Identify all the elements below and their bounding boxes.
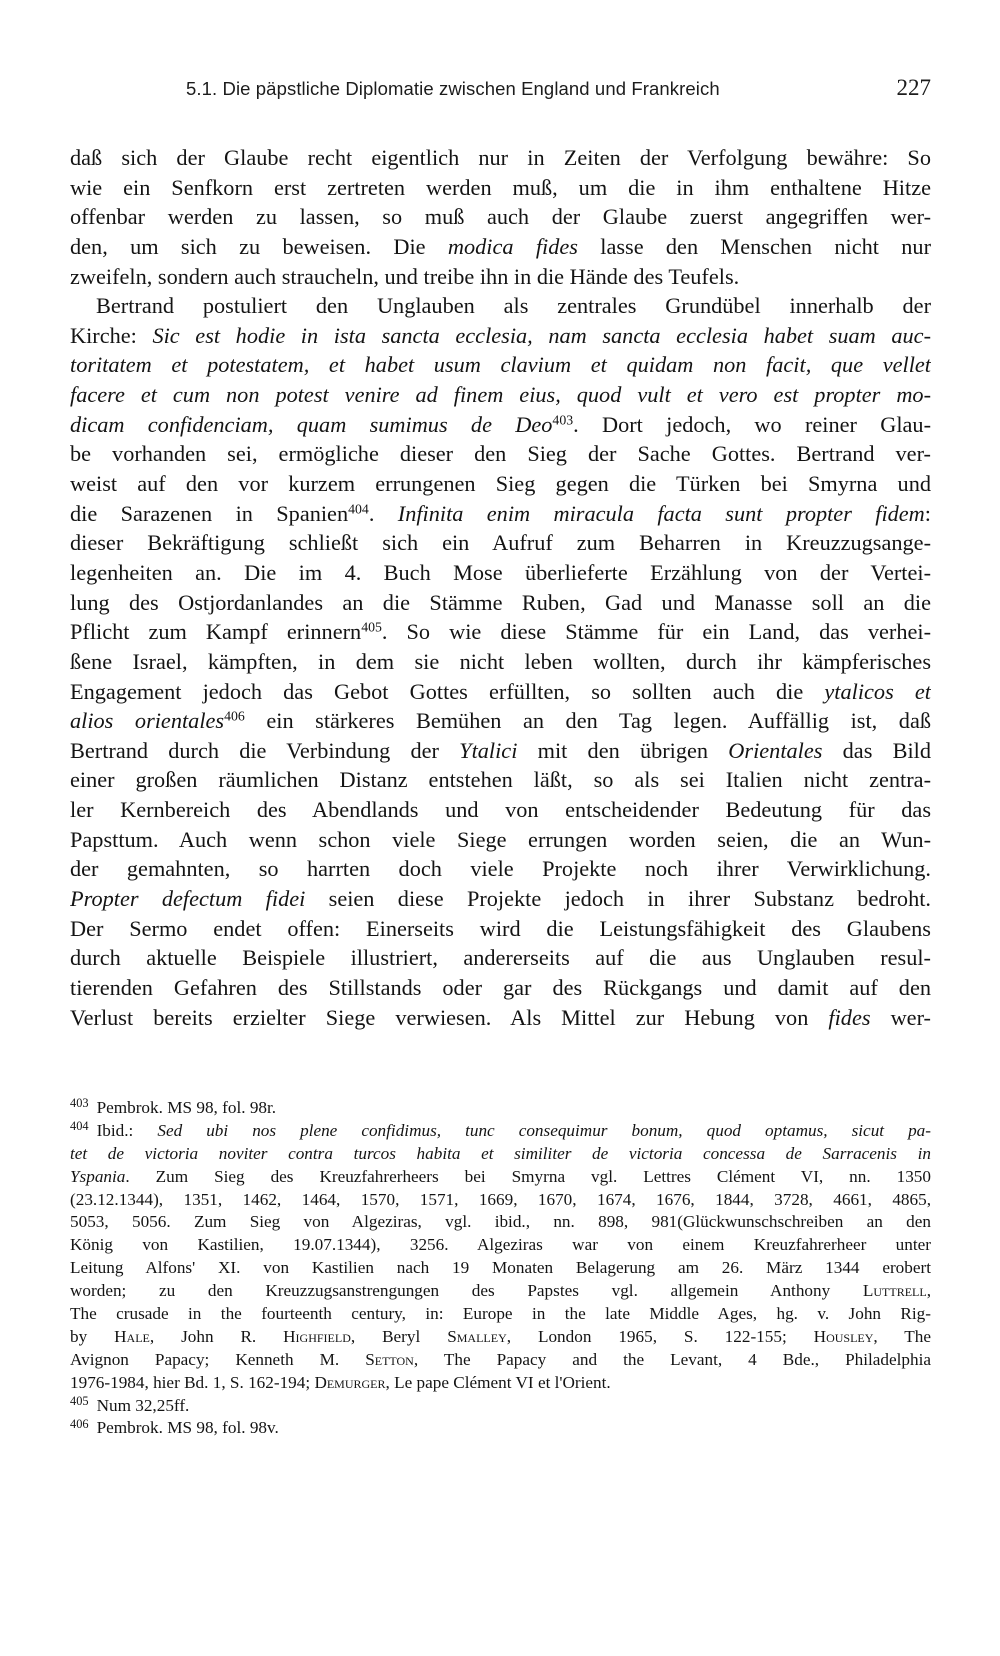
text-run: ein stärkeres Bemühen an den Tag legen. Auffällig ist, daß	[244, 708, 931, 734]
page-number: 227	[896, 75, 931, 100]
main-text	[70, 143, 931, 1032]
text-line	[70, 884, 931, 914]
text-run: legenheiten an. Die im 4. Buch Mose überlieferte Erzählung von der Vertei-	[70, 559, 931, 585]
text-line	[70, 558, 931, 588]
footnote-line	[70, 1372, 931, 1395]
text-run: be vorhanden sei, ermögliche dieser den Sieg der Sache Gottes. Bertrand ver-	[70, 441, 931, 467]
text-line	[70, 854, 931, 884]
text-line	[70, 143, 931, 173]
text-run: Leitung Alfons' XI. von Kastilien nach 19 Monaten Belagerung am 26. März 1344 erobert	[70, 1258, 931, 1278]
text-run: Ibid.:	[96, 1120, 158, 1140]
text-run: durch aktuelle Beispiele illustriert, andererseits auf die aus Unglauben resul-	[70, 945, 931, 971]
text-run: , The	[873, 1326, 931, 1346]
chapter-title: 5.1. Die päpstliche Diplomatie zwischen England und Frankreich	[186, 78, 720, 99]
footnote-406	[70, 1417, 931, 1440]
text-run: . Zum Sieg des Kreuzfahrerheers bei Smyrna vgl. Lettres Clément VI, nn. 1350	[125, 1166, 931, 1186]
text-run: Pembrok. MS 98, fol. 98r.	[96, 1098, 277, 1117]
text-line	[70, 706, 931, 736]
text-run: 5053, 5056. Zum Sieg von Algeziras, vgl. ibid., nn. 898, 981(Glückwunschschreiben an den	[70, 1212, 931, 1232]
text-run: Hale	[114, 1326, 150, 1346]
footnote-line	[70, 1257, 931, 1280]
text-run: den, um sich zu beweisen. Die	[70, 233, 448, 259]
text-run: , Beryl	[350, 1326, 448, 1346]
text-run: Verlust bereits erzielter Siege verwiesen. Als Mittel zur Hebung von	[70, 1004, 829, 1030]
footnotes	[70, 1097, 931, 1440]
text-line	[70, 380, 931, 410]
footnote-line	[70, 1349, 931, 1372]
text-line	[70, 1003, 931, 1033]
text-run: (23.12.1344), 1351, 1462, 1464, 1570, 1571, 1669, 1670, 1674, 1676, 1844, 3728, 4661, 4865,	[70, 1189, 931, 1209]
text-run: Der Sermo endet offen: Einerseits wird die Leistungsfähigkeit des Glaubens	[70, 915, 931, 941]
text-line	[70, 677, 931, 707]
text-run: weist auf den vor kurzem errungenen Sieg gegen die Türken bei Smyrna und	[70, 471, 931, 497]
text-line	[70, 617, 931, 647]
text-run: . So wie diese Stämme für ein Land, das verhei-	[381, 619, 931, 645]
text-line	[70, 973, 931, 1003]
text-run: Sed ubi nos plene confidimus, tunc consequimur bonum, quod optamus, sicut pa-	[157, 1120, 931, 1140]
text-run: fides	[828, 1004, 871, 1030]
text-run: Pembrok. MS 98, fol. 98v.	[96, 1418, 279, 1438]
text-line	[70, 262, 931, 292]
text-run: Engagement jedoch das Gebot Gottes erfüllten, so sollten auch die	[70, 678, 825, 704]
text-run: dieser Bekräftigung schließt sich ein Aufruf zum Beharren in Kreuzzugsange-	[70, 530, 931, 556]
footnote-line	[70, 1280, 931, 1303]
text-run: Yspania	[70, 1166, 126, 1186]
text-run: :	[924, 500, 931, 526]
text-run: mit den übrigen	[517, 737, 729, 763]
text-run: Avignon Papacy; Kenneth M.	[70, 1349, 366, 1369]
text-run: lasse den Menschen nicht nur	[577, 233, 931, 259]
text-run: Orientales	[728, 737, 823, 763]
text-run: Infinita enim miracula facta sunt propter fidem	[397, 500, 925, 526]
text-line	[70, 350, 931, 380]
text-line	[70, 647, 931, 677]
text-line	[70, 736, 931, 766]
text-run: der gemahnten, so harrten doch viele Projekte noch ihrer Verwirklichung.	[70, 856, 931, 882]
text-run: , John R.	[149, 1326, 284, 1346]
text-run: , London 1965, S. 122-155;	[506, 1326, 814, 1346]
running-head	[186, 75, 931, 108]
text-run: offenbar werden zu lassen, so muß auch der Glaube zuerst angegriffen wer-	[70, 204, 931, 230]
text-run: Smalley	[447, 1326, 507, 1346]
text-line	[70, 291, 931, 321]
footnote-line	[70, 1143, 931, 1166]
text-line	[70, 321, 931, 351]
text-line	[70, 173, 931, 203]
text-line	[70, 914, 931, 944]
text-run: Propter defectum fidei	[70, 886, 306, 912]
text-run: lung des Ostjordanlandes an die Stämme Ruben, Gad und Manasse soll an die	[70, 589, 931, 615]
footnote-number: 405	[70, 1394, 89, 1409]
text-line	[70, 588, 931, 618]
footnote-403	[70, 1097, 931, 1120]
footnote-ref-405[interactable]: 405	[361, 619, 382, 635]
text-run: Setton	[365, 1349, 414, 1369]
text-line	[70, 528, 931, 558]
footnote-404	[70, 1120, 931, 1143]
text-line	[70, 943, 931, 973]
text-run: seien diese Projekte jedoch in ihrer Substanz bedroht.	[305, 886, 931, 912]
text-line	[70, 439, 931, 469]
text-line	[70, 795, 931, 825]
text-line	[70, 410, 931, 440]
text-run: tet de victoria noviter contra turcos habita et similiter de victoria concessa de Sarracenis in	[70, 1143, 931, 1163]
footnote-ref-404[interactable]: 404	[348, 501, 369, 517]
footnote-405	[70, 1395, 931, 1418]
text-run: The crusade in the fourteenth century, in: Europe in the late Middle Ages, hg. v. John Rig-	[70, 1304, 931, 1324]
text-run: Luttrell	[862, 1281, 927, 1301]
text-run: , The Papacy and the Levant, 4 Bde., Philadelphia	[413, 1349, 931, 1369]
footnote-number: 406	[70, 1417, 89, 1431]
text-line	[70, 469, 931, 499]
text-run: ßene Israel, kämpften, in dem sie nicht leben wollten, durch ihr kämpferisches	[70, 648, 931, 674]
text-run: das Bild	[822, 737, 931, 763]
text-line	[70, 499, 931, 529]
text-run: daß sich der Glaube recht eigentlich nur in Zeiten der Verfolgung bewähre: So	[70, 145, 931, 170]
footnote-ref-406[interactable]: 406	[224, 708, 245, 724]
footnote-line	[70, 1326, 931, 1349]
text-run: die Sarazenen in Spanien	[70, 500, 349, 526]
text-run: dicam confidenciam, quam sumimus de Deo	[70, 411, 553, 437]
text-run: einer großen räumlichen Distanz entstehen läßt, so als sei Italien nicht zentra-	[70, 767, 931, 793]
text-line	[70, 202, 931, 232]
text-run: worden; zu den Kreuzzugsanstrengungen des Papstes vgl. allgemein Anthony	[70, 1281, 863, 1301]
text-line	[70, 765, 931, 795]
footnote-line	[70, 1211, 931, 1234]
text-run: wer-	[870, 1004, 931, 1030]
text-run: wie ein Senfkorn erst zertreten werden muß, um die in ihm enthaltene Hitze	[70, 174, 931, 200]
text-run: , Le pape Clément VI et l'Orient.	[385, 1372, 611, 1392]
text-run: alios orientales	[70, 708, 225, 734]
text-run: Highfield	[283, 1326, 351, 1346]
text-run: Bertrand durch die Verbindung der	[70, 737, 460, 763]
text-run: tierenden Gefahren des Stillstands oder gar des Rückgangs und damit auf den	[70, 974, 931, 1000]
text-run: Pflicht zum Kampf erinnern	[70, 619, 362, 645]
text-run: modica fides	[447, 233, 578, 259]
text-run: Ytalici	[459, 737, 518, 763]
text-line	[70, 825, 931, 855]
text-run: zweifeln, sondern auch straucheln, und treibe ihn in die Hände des Teufels.	[70, 263, 740, 289]
text-run: Housley	[813, 1326, 874, 1346]
text-line	[70, 232, 931, 262]
text-run: Kirche:	[70, 322, 153, 348]
text-run: ytalicos et	[824, 678, 931, 704]
text-run: Bertrand postuliert den Unglauben als zentrales Grundübel innerhalb der	[96, 293, 931, 319]
text-run: Sic est hodie in ista sancta ecclesia, nam sancta ecclesia habet suam auc-	[152, 322, 931, 348]
footnote-line	[70, 1189, 931, 1212]
text-run: toritatem et potestatem, et habet usum clavium et quidam non facit, que vellet	[70, 352, 931, 378]
footnote-line	[70, 1234, 931, 1257]
text-run: facere et cum non potest venire ad finem eius, quod vult et vero est propter mo-	[70, 382, 931, 408]
text-run: ,	[926, 1281, 931, 1301]
footnote-ref-403[interactable]: 403	[552, 412, 574, 428]
text-run: by	[70, 1326, 115, 1346]
text-run: 1976-1984, hier Bd. 1, S. 162-194;	[70, 1372, 315, 1392]
footnote-number: 404	[70, 1119, 89, 1134]
text-run: ler Kernbereich des Abendlands und von entscheidender Bedeutung für das	[70, 797, 931, 823]
text-run: Num 32,25ff.	[96, 1395, 190, 1415]
footnote-line	[70, 1303, 931, 1326]
footnote-number: 403	[70, 1097, 89, 1111]
text-run: . Dort jedoch, wo reiner Glau-	[573, 411, 931, 437]
text-run: .	[368, 500, 398, 526]
text-run: König von Kastilien, 19.07.1344), 3256. Algeziras war von einem Kreuzfahrerheer unter	[70, 1235, 931, 1255]
footnote-line	[70, 1166, 931, 1189]
text-run: Demurger	[314, 1372, 386, 1392]
text-run: Papsttum. Auch wenn schon viele Siege errungen worden seien, die an Wun-	[70, 826, 931, 852]
